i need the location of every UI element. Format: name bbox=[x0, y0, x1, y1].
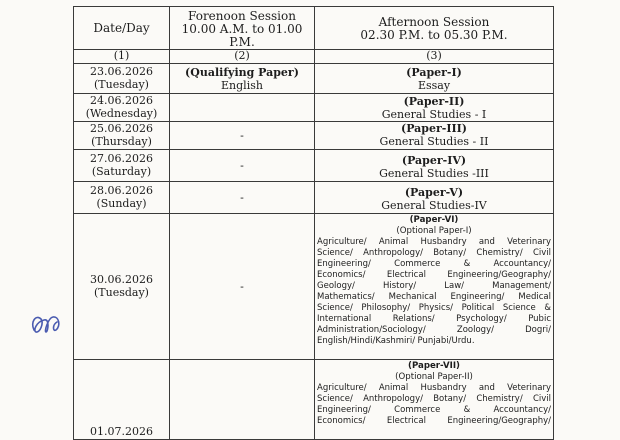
date: 28.06.2026 bbox=[90, 184, 153, 197]
subject-line: Economics/ Electrical Engineering/Geography/ bbox=[317, 416, 551, 427]
header-forenoon bbox=[170, 7, 315, 50]
table-row bbox=[74, 64, 554, 94]
forenoon-cell: - bbox=[170, 214, 315, 360]
paper-number: (Paper-III) bbox=[401, 122, 467, 135]
day: (Sunday) bbox=[96, 196, 147, 210]
table-row bbox=[74, 122, 554, 150]
col-num-1: (1) bbox=[74, 50, 170, 64]
afternoon-cell bbox=[315, 122, 554, 150]
paper-number: (Paper-VI) bbox=[409, 215, 459, 225]
subject-line: International Relations/ Psychology/ Pubic bbox=[317, 314, 551, 325]
afternoon-cell bbox=[315, 64, 554, 94]
subject-line: Engineering/ Commerce & Accountancy/ bbox=[317, 259, 551, 270]
subject-line: Mathematics/ Mechanical Engineering/ Medical bbox=[317, 292, 551, 303]
forenoon-cell: - bbox=[170, 122, 315, 150]
qualifying-paper: (Qualifying Paper) bbox=[185, 66, 299, 79]
afternoon-cell bbox=[315, 182, 554, 214]
afternoon-cell bbox=[315, 150, 554, 182]
table-row bbox=[74, 150, 554, 182]
day: (Tuesday) bbox=[94, 285, 149, 299]
table-row bbox=[74, 182, 554, 214]
paper-number: (Paper-IV) bbox=[401, 154, 467, 167]
forenoon-cell bbox=[170, 94, 315, 122]
subject-line: Agriculture/ Animal Husbandry and Veterinary bbox=[317, 237, 551, 247]
col-num-2: (2) bbox=[170, 50, 315, 64]
date-cell bbox=[74, 214, 170, 360]
date-cell bbox=[74, 122, 170, 150]
subject-line: Economics/ Electrical Engineering/Geography/ bbox=[317, 270, 551, 281]
paper-subject: Essay bbox=[417, 79, 451, 92]
date-cell bbox=[74, 182, 170, 214]
afternoon-title: Afternoon Session bbox=[378, 15, 490, 29]
subject-line: Science/ Anthropology/ Botany/ Chemistry/ Civil bbox=[317, 394, 551, 405]
header-afternoon bbox=[315, 7, 554, 50]
afternoon-cell bbox=[315, 94, 554, 122]
date-cell bbox=[74, 64, 170, 94]
date: 01.07.2026 bbox=[90, 425, 153, 438]
subject-line: English/Hindi/Kashmiri/ Punjabi/Urdu. bbox=[317, 336, 475, 347]
subject-line: Geology/ History/ Law/ Management/ bbox=[317, 281, 551, 292]
exam-timetable bbox=[73, 6, 554, 440]
table-row bbox=[74, 214, 554, 360]
day: (Wednesday) bbox=[85, 106, 158, 120]
forenoon-title: Forenoon Session bbox=[188, 9, 296, 23]
date: 30.06.2026 bbox=[90, 273, 153, 286]
afternoon-time: 02.30 P.M. to 05.30 P.M. bbox=[360, 28, 508, 42]
day: (Tuesday) bbox=[94, 77, 149, 91]
date: 23.06.2026 bbox=[90, 65, 153, 78]
optional-paper: (Optional Paper-I) bbox=[396, 226, 472, 236]
qualifying-subject: English bbox=[221, 79, 263, 92]
paper-subject: General Studies-IV bbox=[381, 199, 487, 212]
paper-number: (Paper-V) bbox=[404, 186, 464, 199]
column-number-row bbox=[74, 50, 554, 64]
paper-number: (Paper-I) bbox=[406, 66, 462, 79]
subject-line: Administration/Sociology/ Zoology/ Dogri/ bbox=[317, 325, 551, 336]
optional-paper: (Optional Paper-II) bbox=[395, 372, 473, 382]
paper-subject: General Studies - II bbox=[379, 135, 489, 148]
day: (Thursday) bbox=[91, 134, 152, 148]
paper-number: (Paper-II) bbox=[403, 95, 465, 108]
subject-line: Science/ Philosophy/ Physics/ Political Science & bbox=[317, 303, 551, 314]
paper-number: (Paper-VII) bbox=[408, 361, 460, 371]
date-cell bbox=[74, 150, 170, 182]
header-date-day: Date/Day bbox=[74, 7, 170, 50]
header-row bbox=[74, 7, 554, 50]
paper-subject: General Studies -III bbox=[379, 167, 489, 180]
date: 25.06.2026 bbox=[90, 122, 153, 135]
date: 27.06.2026 bbox=[90, 152, 153, 165]
col-num-3: (3) bbox=[315, 50, 554, 64]
forenoon-cell bbox=[170, 64, 315, 94]
handwritten-initial-mark bbox=[28, 308, 68, 338]
afternoon-cell bbox=[315, 214, 554, 360]
subject-line: Science/ Anthropology/ Botany/ Chemistry/ Civil bbox=[317, 248, 551, 259]
paper-subject: General Studies - I bbox=[381, 108, 487, 121]
forenoon-cell: - bbox=[170, 150, 315, 182]
table-row bbox=[74, 94, 554, 122]
day: (Saturday) bbox=[91, 164, 152, 178]
forenoon-time: 10.00 A.M. to 01.00 P.M. bbox=[181, 22, 303, 49]
forenoon-cell: - bbox=[170, 182, 315, 214]
subject-line: Agriculture/ Animal Husbandry and Veterinary bbox=[317, 383, 551, 393]
subject-line: Engineering/ Commerce & Accountancy/ bbox=[317, 405, 551, 416]
date-cell bbox=[74, 94, 170, 122]
date: 24.06.2026 bbox=[90, 94, 153, 107]
